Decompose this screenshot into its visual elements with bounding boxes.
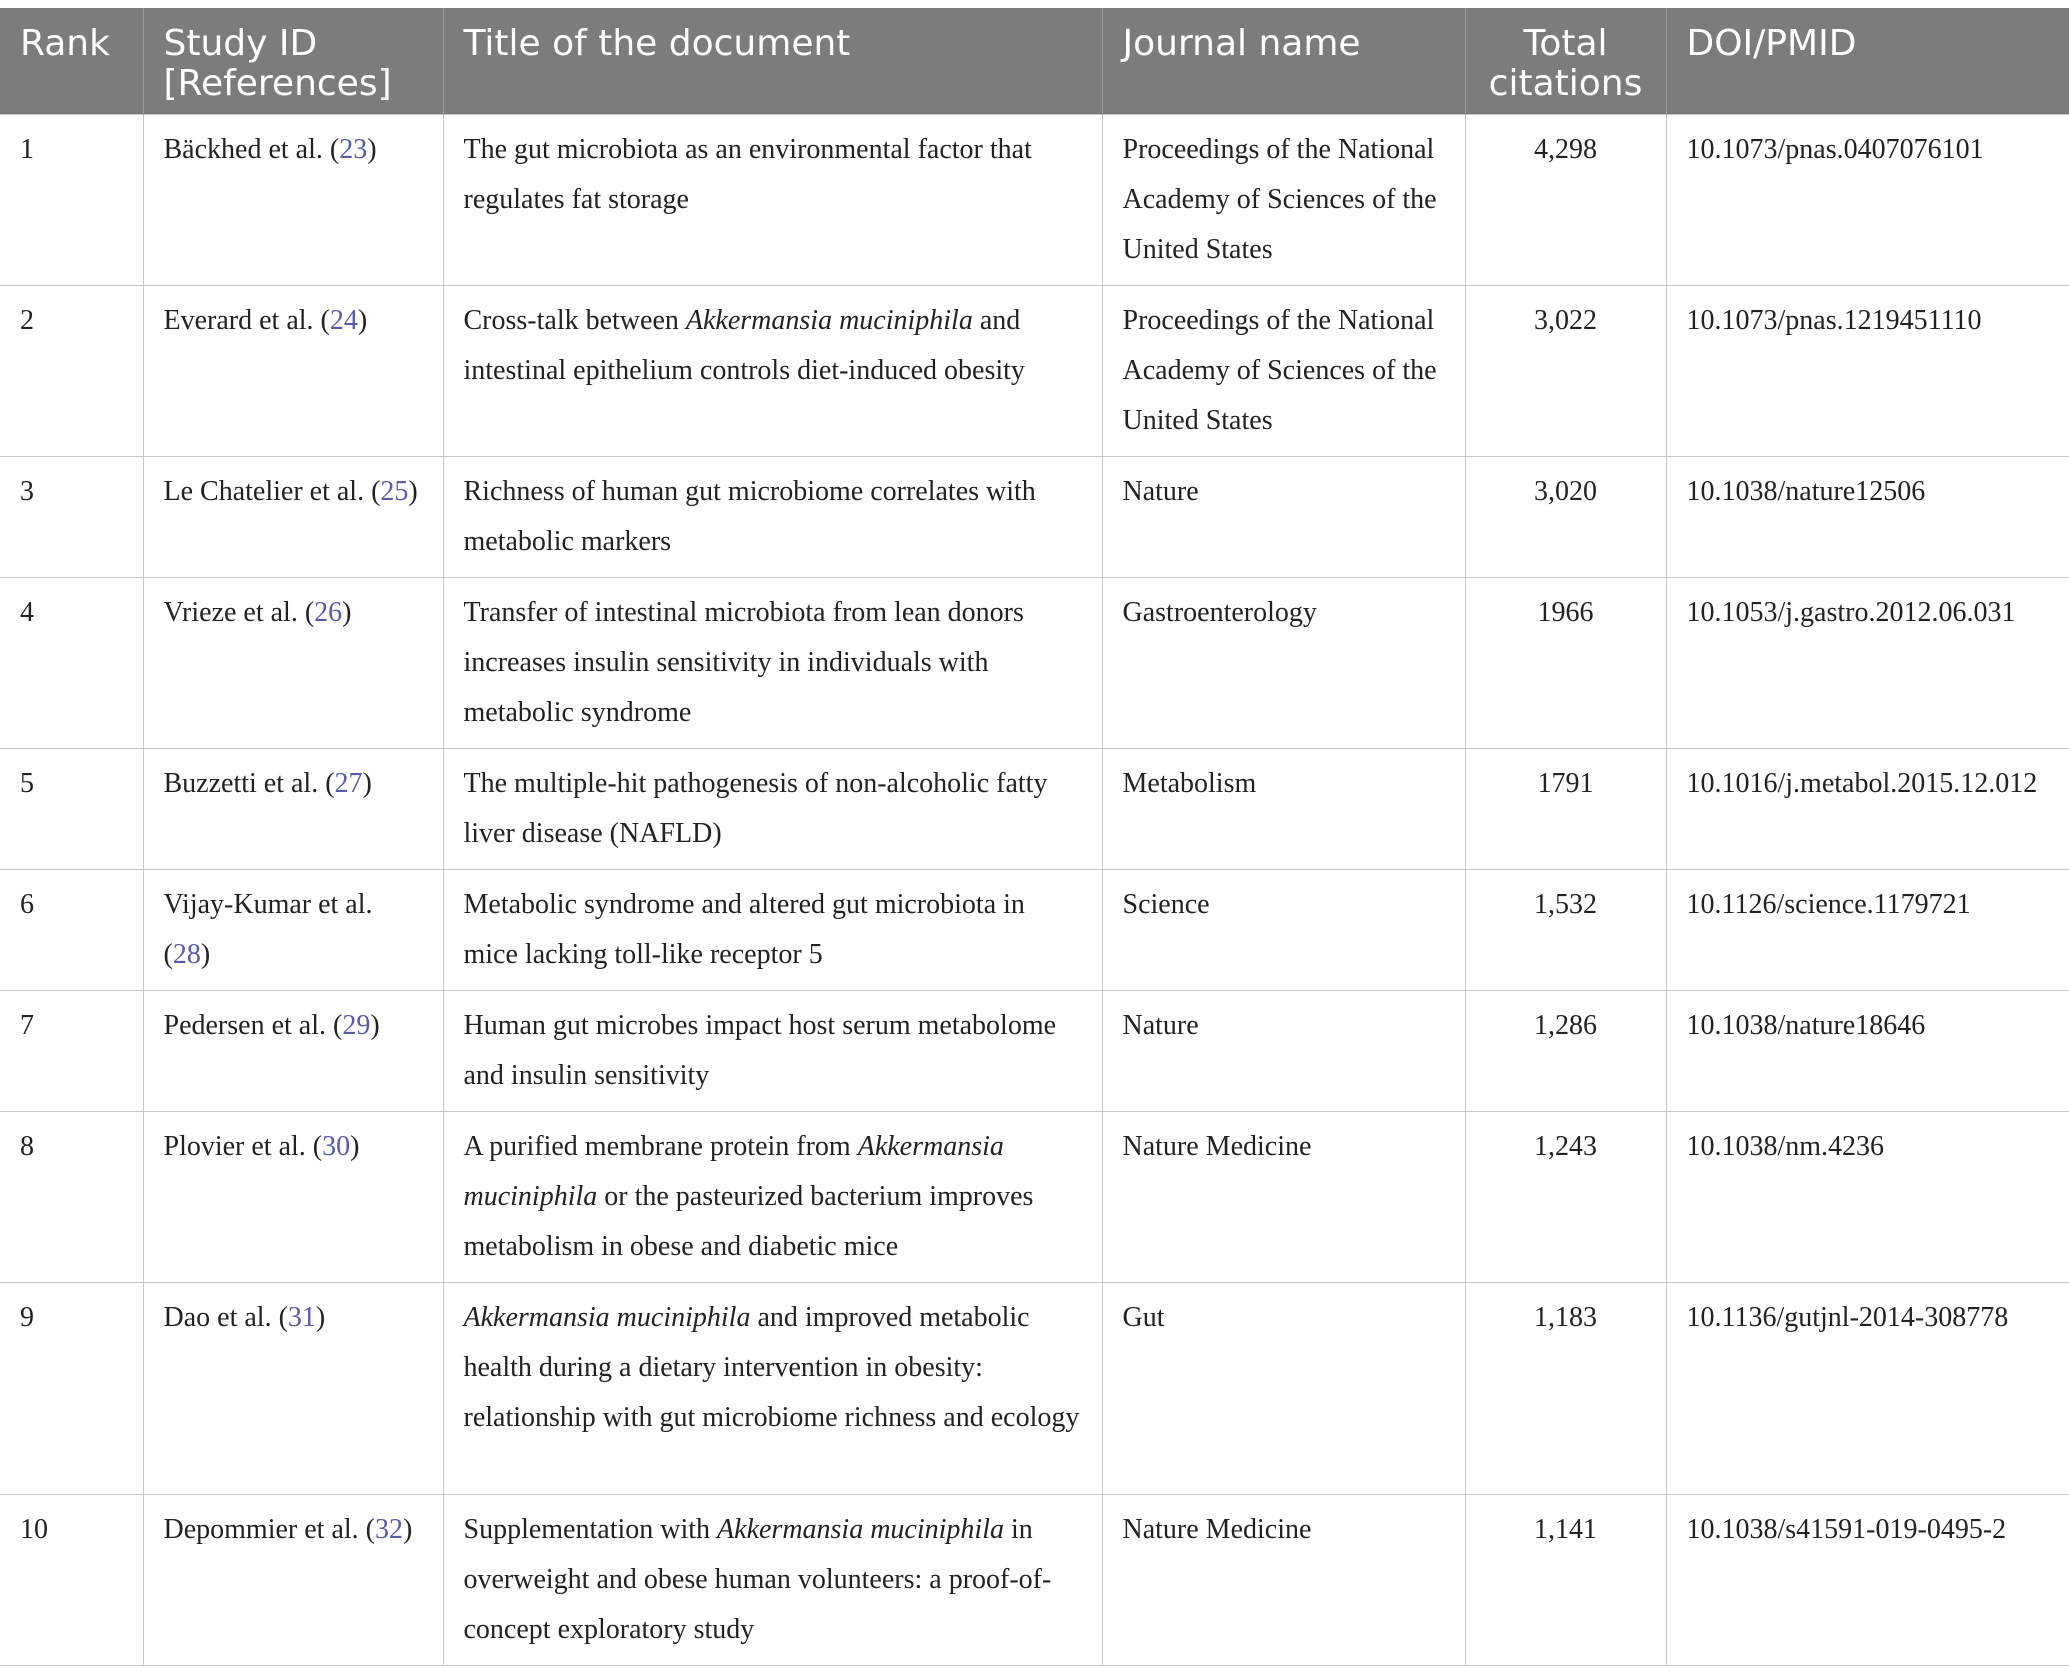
cell-rank: 3 bbox=[0, 457, 143, 578]
cell-study-id bbox=[143, 870, 443, 991]
header-citations bbox=[1465, 8, 1666, 115]
cell-citations: 1791 bbox=[1465, 749, 1666, 870]
cell-journal: Science bbox=[1102, 870, 1465, 991]
cell-study-id bbox=[143, 1112, 443, 1283]
paren-close: ) bbox=[200, 939, 211, 970]
reference-link[interactable]: 28 bbox=[172, 939, 201, 970]
cell-title bbox=[443, 286, 1102, 457]
title-italic: Akkermansia muciniphila bbox=[463, 1131, 1004, 1212]
table-row bbox=[0, 1495, 2069, 1666]
header-citations-line2: citations bbox=[1488, 63, 1643, 104]
cell-citations: 1,532 bbox=[1465, 870, 1666, 991]
header-study-id-line2: [References] bbox=[163, 63, 392, 104]
cell-doi: 10.1053/j.gastro.2012.06.031 bbox=[1666, 578, 2069, 749]
cell-doi: 10.1038/nature18646 bbox=[1666, 991, 2069, 1112]
cell-journal: Nature bbox=[1102, 457, 1465, 578]
header-journal: Journal name bbox=[1102, 8, 1465, 115]
cell-citations: 1,183 bbox=[1465, 1283, 1666, 1495]
cell-study-id bbox=[143, 1283, 443, 1495]
title-text: Metabolic syndrome and altered gut microbiota in mice lacking toll-like receptor 5 bbox=[463, 889, 1025, 970]
author-text: Le Chatelier et al. ( bbox=[163, 476, 381, 507]
cell-title bbox=[443, 115, 1102, 286]
cell-doi: 10.1038/nature12506 bbox=[1666, 457, 2069, 578]
paren-close: ) bbox=[402, 1514, 413, 1545]
cell-doi: 10.1038/s41591-019-0495-2 bbox=[1666, 1495, 2069, 1666]
cell-title bbox=[443, 749, 1102, 870]
author-text: Dao et al. ( bbox=[163, 1302, 288, 1333]
title-text: The gut microbiota as an environmental factor that regulates fat storage bbox=[463, 134, 1032, 215]
paren-close: ) bbox=[350, 1131, 360, 1162]
cell-journal: Proceedings of the National Academy of Sciences of the United States bbox=[1102, 115, 1465, 286]
title-text-2: and intestinal epithelium controls diet-induced obesity bbox=[463, 305, 1025, 386]
cell-rank: 7 bbox=[0, 991, 143, 1112]
title-text-2: or the pasteurized bacterium improves metabolism in obese and diabetic mice bbox=[463, 1181, 1034, 1262]
author-text: Pedersen et al. ( bbox=[163, 1010, 343, 1041]
title-text: The multiple-hit pathogenesis of non-alcoholic fatty liver disease (NAFLD) bbox=[463, 768, 1048, 849]
reference-link[interactable]: 30 bbox=[322, 1131, 351, 1162]
title-text: Human gut microbes impact host serum metabolome and insulin sensitivity bbox=[463, 1010, 1057, 1091]
table-row bbox=[0, 115, 2069, 286]
cell-title bbox=[443, 1283, 1102, 1495]
cell-doi: 10.1136/gutjnl-2014-308778 bbox=[1666, 1283, 2069, 1495]
header-title: Title of the document bbox=[443, 8, 1102, 115]
title-text: A purified membrane protein from bbox=[463, 1131, 858, 1162]
cell-rank: 4 bbox=[0, 578, 143, 749]
table-row bbox=[0, 457, 2069, 578]
header-row bbox=[0, 8, 2069, 115]
citations-table bbox=[0, 8, 2069, 1666]
cell-study-id bbox=[143, 457, 443, 578]
cell-title bbox=[443, 870, 1102, 991]
cell-study-id bbox=[143, 1495, 443, 1666]
cell-journal: Gut bbox=[1102, 1283, 1465, 1495]
header-doi: DOI/PMID bbox=[1666, 8, 2069, 115]
cell-rank: 6 bbox=[0, 870, 143, 991]
cell-journal: Proceedings of the National Academy of Sciences of the United States bbox=[1102, 286, 1465, 457]
cell-study-id bbox=[143, 749, 443, 870]
title-text: Cross-talk between bbox=[463, 305, 686, 336]
title-text: Transfer of intestinal microbiota from lean donors increases insulin sensitivity in individuals with metabolic syndrome bbox=[463, 597, 1024, 728]
author-text: Vijay-Kumar et al. ( bbox=[163, 889, 373, 970]
cell-citations: 4,298 bbox=[1465, 115, 1666, 286]
cell-doi: 10.1016/j.metabol.2015.12.012 bbox=[1666, 749, 2069, 870]
cell-study-id bbox=[143, 115, 443, 286]
table-row bbox=[0, 286, 2069, 457]
cell-doi: 10.1073/pnas.0407076101 bbox=[1666, 115, 2069, 286]
author-text: Bäckhed et al. ( bbox=[163, 134, 340, 165]
cell-citations: 3,022 bbox=[1465, 286, 1666, 457]
cell-rank: 9 bbox=[0, 1283, 143, 1495]
reference-link[interactable]: 27 bbox=[334, 768, 363, 799]
cell-rank: 5 bbox=[0, 749, 143, 870]
author-text: Depommier et al. ( bbox=[163, 1514, 375, 1545]
cell-journal: Nature bbox=[1102, 991, 1465, 1112]
header-citations-line1: Total bbox=[1523, 23, 1608, 64]
title-italic: Akkermansia muciniphila bbox=[463, 1302, 751, 1333]
header-study-id-line1: Study ID bbox=[163, 23, 318, 64]
cell-title bbox=[443, 457, 1102, 578]
author-text: Vrieze et al. ( bbox=[163, 597, 315, 628]
paren-close: ) bbox=[408, 476, 418, 507]
paren-close: ) bbox=[370, 1010, 380, 1041]
cell-title bbox=[443, 991, 1102, 1112]
cell-title bbox=[443, 1112, 1102, 1283]
cell-citations: 1,243 bbox=[1465, 1112, 1666, 1283]
author-text: Plovier et al. ( bbox=[163, 1131, 323, 1162]
paren-close: ) bbox=[357, 305, 368, 336]
cell-doi: 10.1038/nm.4236 bbox=[1666, 1112, 2069, 1283]
reference-link[interactable]: 25 bbox=[380, 476, 409, 507]
cell-journal: Metabolism bbox=[1102, 749, 1465, 870]
title-italic: Akkermansia muciniphila bbox=[717, 1514, 1004, 1545]
title-text: Richness of human gut microbiome correlates with metabolic markers bbox=[463, 476, 1036, 557]
table-row bbox=[0, 991, 2069, 1112]
header-rank: Rank bbox=[0, 8, 143, 115]
cell-title bbox=[443, 1495, 1102, 1666]
table-row bbox=[0, 870, 2069, 991]
cell-title bbox=[443, 578, 1102, 749]
paren-close: ) bbox=[315, 1302, 326, 1333]
title-italic: Akkermansia muciniphila bbox=[685, 305, 973, 336]
cell-journal: Nature Medicine bbox=[1102, 1112, 1465, 1283]
header-study-id bbox=[143, 8, 443, 115]
reference-link[interactable]: 31 bbox=[287, 1302, 316, 1333]
cell-citations: 1,286 bbox=[1465, 991, 1666, 1112]
cell-journal: Gastroenterology bbox=[1102, 578, 1465, 749]
cell-rank: 8 bbox=[0, 1112, 143, 1283]
table-row bbox=[0, 578, 2069, 749]
title-text-2: and improved metabolic health during a dietary intervention in obesity: relationship with gut microbiome richness and ecology bbox=[463, 1302, 1080, 1433]
table-row bbox=[0, 1283, 2069, 1495]
table-row bbox=[0, 749, 2069, 870]
reference-link[interactable]: 23 bbox=[339, 134, 368, 165]
table-row bbox=[0, 1112, 2069, 1283]
cell-doi: 10.1073/pnas.1219451110 bbox=[1666, 286, 2069, 457]
reference-link[interactable]: 29 bbox=[342, 1010, 371, 1041]
cell-rank: 2 bbox=[0, 286, 143, 457]
cell-rank: 10 bbox=[0, 1495, 143, 1666]
reference-link[interactable]: 32 bbox=[374, 1514, 403, 1545]
title-text-2: in overweight and obese human volunteers: a proof-of-concept exploratory study bbox=[463, 1514, 1052, 1645]
cell-study-id bbox=[143, 578, 443, 749]
cell-citations: 1,141 bbox=[1465, 1495, 1666, 1666]
cell-journal: Nature Medicine bbox=[1102, 1495, 1465, 1666]
cell-citations: 3,020 bbox=[1465, 457, 1666, 578]
cell-citations: 1966 bbox=[1465, 578, 1666, 749]
cell-doi: 10.1126/science.1179721 bbox=[1666, 870, 2069, 991]
paren-close: ) bbox=[362, 768, 372, 799]
title-text: Supplementation with bbox=[463, 1514, 718, 1545]
paren-close: ) bbox=[367, 134, 377, 165]
cell-rank: 1 bbox=[0, 115, 143, 286]
paren-close: ) bbox=[342, 597, 352, 628]
author-text: Buzzetti et al. ( bbox=[163, 768, 335, 799]
cell-study-id bbox=[143, 991, 443, 1112]
reference-link[interactable]: 26 bbox=[314, 597, 343, 628]
reference-link[interactable]: 24 bbox=[329, 305, 358, 336]
author-text: Everard et al. ( bbox=[163, 305, 330, 336]
cell-study-id bbox=[143, 286, 443, 457]
